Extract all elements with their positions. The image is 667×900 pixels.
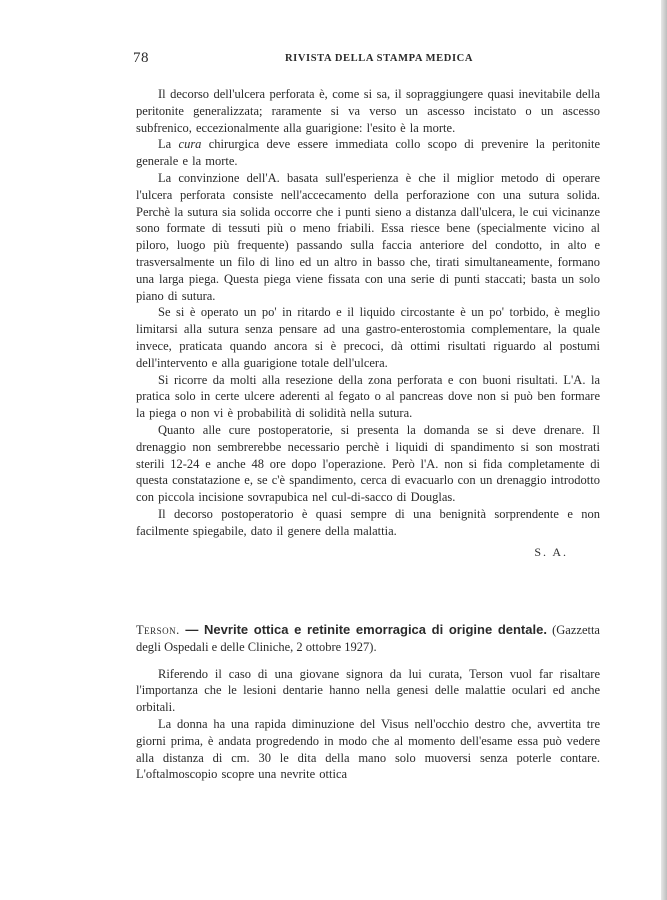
article-ulcera-perforata: [136, 86, 600, 560]
cura-before: La: [158, 137, 179, 152]
cura-italic-word: cura: [178, 137, 202, 152]
heading-dash: —: [179, 622, 205, 637]
paragraph-cura: [136, 136, 600, 170]
running-title: RIVISTA DELLA STAMPA MEDICA: [285, 53, 474, 64]
page-number: 78: [133, 50, 149, 66]
article-title: Nevrite ottica e retinite emorragica di origine dentale.: [204, 622, 547, 637]
spacer: [136, 656, 600, 666]
paragraph: Riferendo il caso di una giovane signora da lui curata, Terson vuol far risaltare l'importanza che le lesioni dentarie hanno nella genesi delle malattie oculari ed anche orbitali.: [136, 666, 600, 715]
page-edge-shadow: [661, 0, 667, 900]
paragraph: Si ricorre da molti alla resezione della zona perforata e con buoni risultati. L'A. la pratica solo in certe ulcere aderenti al fegato o al pancreas dove non si può ben formare la piega o non vi è probabilità di solidità nella sutura.: [136, 372, 600, 421]
cura-after: chirurgica deve essere immediata collo scopo di prevenire la peritonite generale e la morte.: [136, 137, 600, 169]
paragraph: La donna ha una rapida diminuzione del Visus nell'occhio destro che, avvertita tre giorni prima, è andata progredendo in modo che al momento dell'esame essa può vedere alla distanza di cm. 30 le dita della mano solo muoversi senza poterle contare. L'oftalmoscopio scopre una nevrite ottica: [136, 716, 600, 782]
author-signature: S. A.: [534, 544, 568, 559]
paragraph: Se si è operato un po' in ritardo e il liquido circostante è un po' torbido, è meglio limitarsi alla sutura senza pensare ad una gastro-enterostomia complementare, la quale invece, praticata quando ancora si è precoci, dà ottimi risultati riguardo al postumi dell'intervento e alla guarigione totale dell'ulcera.: [136, 305, 600, 370]
article-citation: (Gazzetta degli Ospedali e delle Cliniche, 2 ottobre 1927).: [136, 623, 600, 654]
paragraph: Il decorso postoperatorio è quasi sempre di una benignità sorprendente e non facilmente spiegabile, dato il genere della malattia.: [136, 506, 600, 538]
paragraph: La convinzione dell'A. basata sull'esperienza è che il miglior metodo di operare l'ulcera perforata consiste nell'accecamento della perforazione con una sutura solida. Perchè la sutura sia solida occorre che i punti sieno a distanza dall'ulcera, le cui vicinanze sono formate di tessuti più o meno friabili. Essa riesce bene (specialmente vicino al piloro, luogo più frequente) passando sulla faccia anteriore del condotto, in alto e trasversalmente un filo di lino ed un altro in basso che, tirati simultaneamente, formano una larga piega. Questa piega viene fissata con una serie di punti staccati; basta un solo piano di sutura.: [136, 170, 600, 303]
article-nevrite-ottica: [136, 622, 600, 783]
page-header: [133, 50, 600, 70]
paragraph: Il decorso dell'ulcera perforata è, come si sa, il sopraggiungere quasi inevitabile della peritonite generalizzata; raramente si va verso un ascesso incistato o un ascesso subfrenico, eccezionalmente alla guarigione: l'esito è la morte.: [136, 87, 600, 135]
article-heading: [136, 622, 600, 656]
article-author: Terson.: [136, 623, 180, 637]
paragraph: Quanto alle cure postoperatorie, si presenta la domanda se si deve drenare. Il drenaggio non sembrerebbe necessario perchè i liquidi di spandimento si son mostrati sterili 12-24 e anche 48 ore dopo l'operazione. Però l'A. non si fida completamente di questa constatazione e, se c'è spandimento, cerca di evacuarlo con un drenaggio introdotto con piccola incisione sovrapubica nel cul-di-sacco di Douglas.: [136, 422, 600, 505]
